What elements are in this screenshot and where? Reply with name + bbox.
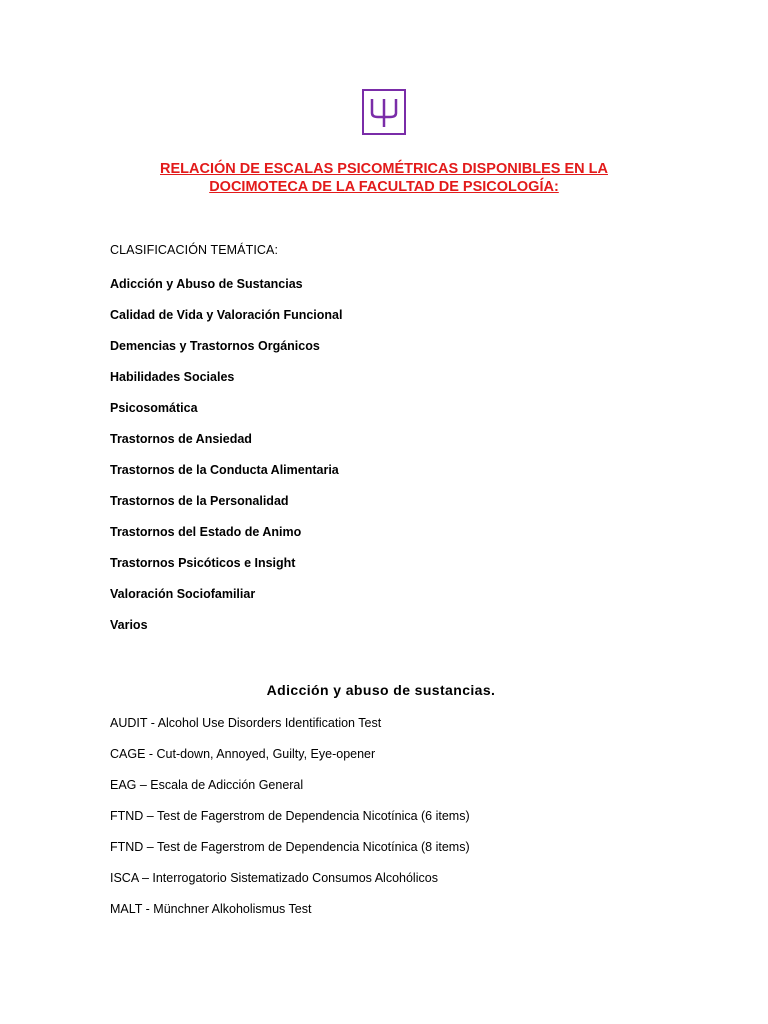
test-item: FTND – Test de Fagerstrom de Dependencia Nicotínica (8 items) <box>110 840 470 854</box>
document-title-line-2: DOCIMOTECA DE LA FACULTAD DE PSICOLOGÍA: <box>209 179 559 195</box>
psi-symbol-icon <box>366 93 402 131</box>
test-item: FTND – Test de Fagerstrom de Dependencia Nicotínica (6 items) <box>110 809 470 823</box>
category-item[interactable]: Trastornos Psicóticos e Insight <box>110 556 296 570</box>
category-item[interactable]: Trastornos de la Personalidad <box>110 494 289 508</box>
test-item: CAGE - Cut-down, Annoyed, Guilty, Eye-opener <box>110 747 376 761</box>
category-item[interactable]: Trastornos de la Conducta Alimentaria <box>110 463 339 477</box>
category-item[interactable]: Calidad de Vida y Valoración Funcional <box>110 308 343 322</box>
category-item[interactable]: Adicción y Abuso de Sustancias <box>110 277 303 291</box>
test-item: AUDIT - Alcohol Use Disorders Identification Test <box>110 716 382 730</box>
category-item[interactable]: Trastornos de Ansiedad <box>110 432 252 446</box>
category-item[interactable]: Psicosomática <box>110 401 198 415</box>
psi-logo <box>362 89 406 135</box>
category-item[interactable]: Valoración Sociofamiliar <box>110 587 256 601</box>
document-title <box>100 160 668 196</box>
category-item[interactable]: Demencias y Trastornos Orgánicos <box>110 339 320 353</box>
category-item[interactable]: Trastornos del Estado de Animo <box>110 525 302 539</box>
category-list <box>110 276 342 648</box>
document-title-line-1: RELACIÓN DE ESCALAS PSICOMÉTRICAS DISPONIBLES EN LA <box>160 161 608 177</box>
test-item: EAG – Escala de Adicción General <box>110 778 304 792</box>
classification-label: CLASIFICACIÓN TEMÁTICA: <box>110 243 279 257</box>
section-title: Adicción y abuso de sustancias. <box>266 682 496 698</box>
test-item: ISCA – Interrogatorio Sistematizado Consumos Alcohólicos <box>110 871 438 885</box>
test-item: MALT - Münchner Alkoholismus Test <box>110 902 312 916</box>
category-item[interactable]: Varios <box>110 618 148 632</box>
category-item[interactable]: Habilidades Sociales <box>110 370 235 384</box>
test-list <box>110 715 470 932</box>
